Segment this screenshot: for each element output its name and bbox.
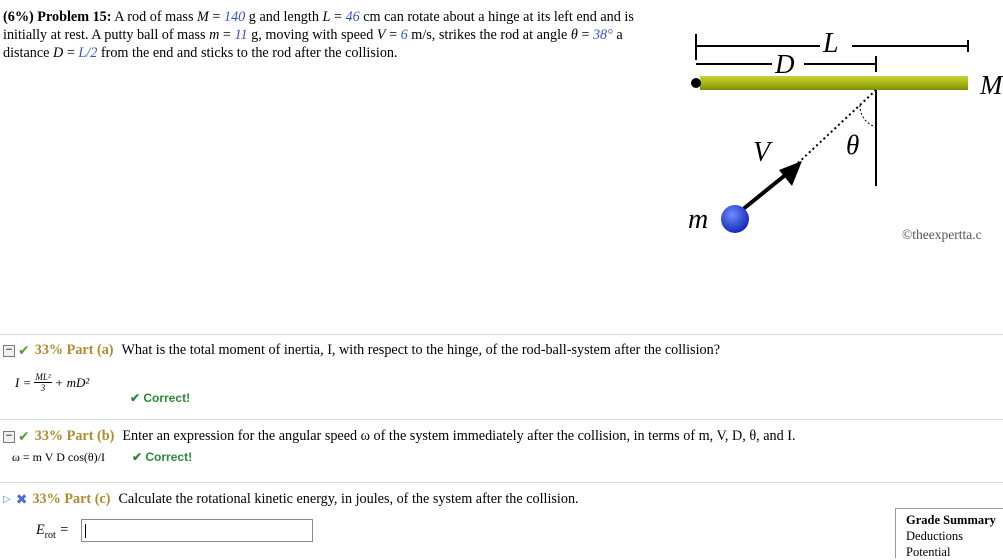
equals: = bbox=[577, 27, 593, 43]
part-a-answer bbox=[15, 372, 89, 393]
separator bbox=[0, 482, 1003, 483]
putty-ball bbox=[721, 205, 749, 233]
problem-statement bbox=[3, 8, 663, 62]
value-V: 6 bbox=[400, 27, 408, 43]
answer-a-fraction bbox=[34, 372, 51, 393]
collapse-toggle-part-b[interactable]: − bbox=[3, 431, 15, 443]
fraction-numerator: ML² bbox=[35, 372, 51, 382]
var-L: L bbox=[322, 9, 331, 25]
part-b-header bbox=[3, 428, 796, 445]
checkmark-icon: ✔ bbox=[18, 342, 30, 359]
grade-summary-title: Grade Summary bbox=[906, 513, 996, 527]
collapse-toggle-part-a[interactable]: − bbox=[3, 345, 15, 357]
problem-text: a distance bbox=[3, 27, 623, 61]
part-a-header bbox=[3, 342, 720, 359]
var-V: V bbox=[376, 27, 386, 43]
velocity-arrow-head bbox=[779, 161, 802, 186]
problem-weight: (6%) bbox=[3, 9, 34, 25]
label-D: D bbox=[775, 49, 795, 79]
label-L: L bbox=[823, 28, 839, 59]
label-V: V bbox=[753, 137, 771, 168]
value-theta: 38° bbox=[592, 27, 613, 43]
erot-subscript: rot bbox=[44, 529, 56, 541]
erot-label bbox=[36, 522, 69, 541]
equals: = bbox=[63, 45, 79, 61]
separator bbox=[0, 334, 1003, 335]
value-M: 140 bbox=[223, 9, 246, 25]
part-c-question: Calculate the rotational kinetic energy, in joules, of the system after the collision. bbox=[118, 491, 579, 507]
grade-deductions-label: Deductions bbox=[906, 529, 963, 543]
erot-answer-input[interactable] bbox=[81, 519, 313, 542]
play-icon[interactable]: ▷ bbox=[3, 494, 11, 505]
part-c-percent: 33% Part (c) bbox=[32, 491, 111, 507]
part-b-percent: 33% Part (b) bbox=[34, 428, 115, 444]
equals: = bbox=[385, 27, 401, 43]
checkmark-icon: ✔ bbox=[18, 428, 30, 445]
equals: = bbox=[330, 9, 346, 25]
problem-text: m/s, strikes the rod at angle bbox=[407, 27, 571, 43]
part-c-header bbox=[3, 491, 579, 508]
value-D: L/2 bbox=[78, 45, 98, 61]
label-M: M bbox=[980, 70, 1003, 100]
label-theta: θ bbox=[846, 130, 860, 160]
separator bbox=[0, 419, 1003, 420]
problem-text: A rod of mass bbox=[114, 9, 198, 25]
cross-icon: ✖ bbox=[15, 491, 28, 508]
var-D: D bbox=[53, 45, 64, 61]
erot-symbol: E bbox=[36, 522, 45, 538]
answer-a-rest: + mD² bbox=[54, 374, 90, 390]
var-M: M bbox=[197, 9, 209, 25]
problem-title: Problem 15: bbox=[37, 9, 112, 25]
hinge-point bbox=[691, 78, 701, 88]
watermark: ©theexpertta.c bbox=[902, 227, 982, 242]
text-caret bbox=[85, 524, 86, 538]
fraction-denominator: 3 bbox=[40, 383, 46, 393]
problem-text: from the end and sticks to the rod after the collision. bbox=[97, 45, 398, 61]
rod bbox=[700, 76, 968, 90]
grade-potential-label: Potential bbox=[906, 545, 951, 559]
label-m: m bbox=[688, 204, 709, 235]
var-theta: θ bbox=[570, 27, 578, 43]
equals: = bbox=[219, 27, 235, 43]
part-a-question: What is the total moment of inertia, I, with respect to the hinge, of the rod-ball-system after the collision? bbox=[121, 342, 720, 358]
problem-text: g and length bbox=[245, 9, 323, 25]
part-a-percent: 33% Part (a) bbox=[34, 342, 114, 358]
problem-figure bbox=[680, 30, 1003, 255]
trajectory-dotted bbox=[798, 90, 876, 163]
problem-text: cm can rotate about a hinge at its left end and is initially at rest. A putty ball of mass bbox=[3, 9, 634, 43]
value-L: 46 bbox=[345, 9, 360, 25]
part-b-correct-badge: ✔ Correct! bbox=[132, 450, 193, 464]
grade-summary-panel bbox=[895, 508, 1003, 558]
erot-equals: = bbox=[55, 522, 69, 538]
var-m: m bbox=[209, 27, 220, 43]
answer-a-lhs: I = bbox=[15, 374, 32, 390]
equals: = bbox=[208, 9, 224, 25]
problem-text: g, moving with speed bbox=[247, 27, 377, 43]
value-m: 11 bbox=[234, 27, 248, 43]
part-a-correct-badge: ✔ Correct! bbox=[130, 391, 191, 405]
part-b-answer: ω = m V D cos(θ)/I bbox=[12, 450, 105, 464]
angle-arc bbox=[860, 105, 876, 127]
rod-diagram bbox=[680, 30, 1003, 255]
part-b-question: Enter an expression for the angular speed ω of the system immediately after the collision, in terms of m, V, D, θ, and I. bbox=[122, 428, 796, 444]
